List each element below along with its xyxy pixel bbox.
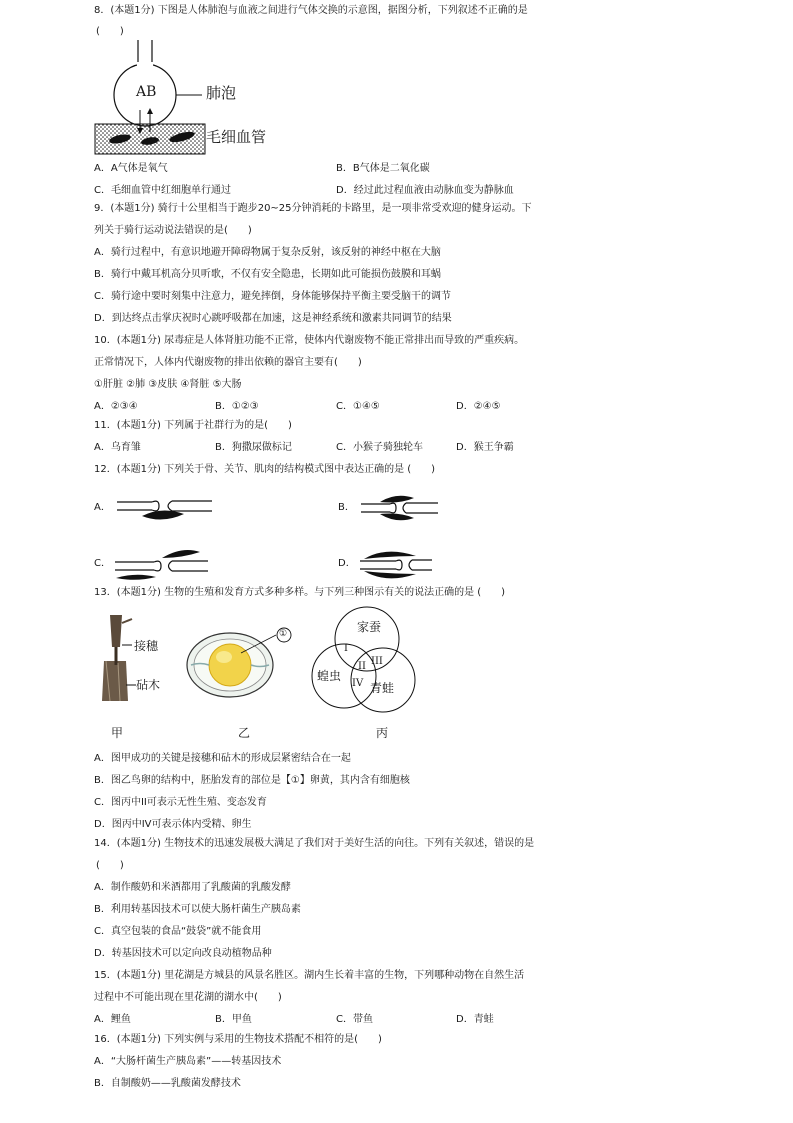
- q10-stem-line2: 正常情况下，人体内代谢废物的排出依赖的器官主要有( ): [94, 357, 362, 368]
- q10-option-c: C．①④⑤: [336, 401, 380, 412]
- q15-option-a: A．鲤鱼: [94, 1014, 131, 1025]
- q14-option-c: C．真空包装的食品“鼓袋”就不能食用: [94, 926, 262, 937]
- q14-option-d: D．转基因技术可以定向改良动植物品种: [94, 948, 272, 959]
- q13-option-d: D．图丙中IV可表示体内受精、卵生: [94, 819, 252, 830]
- q11-option-d: D．猴王争霸: [456, 442, 514, 453]
- q13-region-3: III: [371, 656, 383, 667]
- q14-option-a: A．制作酸奶和米酒都用了乳酸菌的乳酸发酵: [94, 882, 291, 893]
- q10-stem-line1: 10．(本题1分) 尿毒症是人体肾脏功能不正常，使体内代谢废物不能正常排出而导致的严重疾病。: [94, 335, 525, 346]
- q13-stem: 13．(本题1分) 生物的生殖和发育方式多种多样。与下列三种图示有关的说法正确的是 ( ): [94, 587, 506, 598]
- q15-stem-line2: 过程中不可能出现在里花湖的湖水中( ): [94, 992, 282, 1003]
- q15-option-c: C．带鱼: [336, 1014, 373, 1025]
- q14-paren: ( ): [96, 860, 124, 871]
- q14-stem: 14．(本题1分) 生物技术的迅速发展极大满足了我们对于美好生活的向往。下列有关叙述，错误的是: [94, 838, 535, 849]
- q13-frog-label: 青蛙: [370, 681, 395, 695]
- q13-region-4: IV: [352, 678, 364, 689]
- q12-option-a-diagram: [112, 490, 222, 524]
- q8-option-b: B．B气体是二氧化碳: [336, 163, 430, 174]
- q13-marker-1: ①: [279, 629, 288, 639]
- q12-option-d: D．: [338, 558, 356, 569]
- q13-silkworm-label: 家蚕: [357, 620, 382, 634]
- q12-option-a: A．: [94, 502, 111, 513]
- q8-option-a: A．A气体是氧气: [94, 163, 168, 174]
- q12-option-c: C．: [94, 558, 111, 569]
- q9-stem-line1: 9．(本题1分) 骑行十公里相当于跑步20~25分钟消耗的卡路里，是一项非常受欢迎的健身运动。下: [94, 203, 532, 214]
- q10-items: ①肝脏 ②肺 ③皮肤 ④肾脏 ⑤大肠: [94, 379, 242, 390]
- q11-option-c: C．小猴子骑独轮车: [336, 442, 423, 453]
- q13-locust-label: 蝗虫: [317, 669, 342, 683]
- q13-stock-label: 砧木: [136, 678, 161, 692]
- q9-option-c: C．骑行途中要时刻集中注意力，避免摔倒，身体能够保持平衡主要受脑干的调节: [94, 291, 451, 302]
- q15-option-b: B．甲鱼: [215, 1014, 252, 1025]
- q16-stem: 16．(本题1分) 下列实例与采用的生物技术搭配不相符的是( ): [94, 1034, 382, 1045]
- q8-stem: 8．(本题1分) 下图是人体肺泡与血液之间进行气体交换的示意图，据图分析，下列叙述不正确的是: [94, 5, 528, 16]
- q13-option-a: A．图甲成功的关键是接穗和砧木的形成层紧密结合在一起: [94, 753, 351, 764]
- q11-option-a: A．乌育雏: [94, 442, 141, 453]
- q12-option-b: B．: [338, 502, 355, 513]
- q10-option-b: B．①②③: [215, 401, 259, 412]
- egg-diagram: [187, 628, 291, 697]
- grafting-diagram: [102, 615, 136, 701]
- q14-option-b: B．利用转基因技术可以使大肠杆菌生产胰岛素: [94, 904, 301, 915]
- q13-caption-bing: 丙: [376, 726, 389, 740]
- q8-option-d: D．经过此过程血液由动脉血变为静脉血: [336, 185, 514, 196]
- q13-scion-label: 接穗: [134, 639, 159, 653]
- q8-option-c: C．毛细血管中红细胞单行通过: [94, 185, 231, 196]
- q15-stem-line1: 15．(本题1分) 里花湖是方城县的风景名胜区。湖内生长着丰富的生物，下列哪种动物在自然生活: [94, 970, 525, 981]
- q8-paren: ( ): [96, 26, 124, 37]
- q12-stem: 12．(本题1分) 下列关于骨、关节、肌肉的结构模式图中表达正确的是 ( ): [94, 464, 436, 475]
- q10-option-d: D．②④⑤: [456, 401, 501, 412]
- q13-option-c: C．图丙中II可表示无性生殖、变态发育: [94, 797, 267, 808]
- q9-option-b: B．骑行中戴耳机高分贝听歌，不仅有安全隐患，长期如此可能损伤鼓膜和耳蜗: [94, 269, 441, 280]
- q12-option-d-diagram: [356, 544, 436, 582]
- q10-option-a: A．②③④: [94, 401, 138, 412]
- q8-alveolus-label: 肺泡: [206, 84, 237, 102]
- q8-capillary-label: 毛细血管: [206, 128, 267, 146]
- q8-ab-label: AB: [136, 84, 157, 100]
- q12-option-b-diagram: [356, 490, 446, 524]
- q13-caption-jia: 甲: [111, 726, 124, 740]
- q13-region-1: I: [344, 643, 348, 654]
- q13-caption-yi: 乙: [238, 726, 251, 740]
- q9-option-a: A．骑行过程中，有意识地避开障碍物属于复杂反射，该反射的神经中枢在大脑: [94, 247, 441, 258]
- q11-stem: 11．(本题1分) 下列属于社群行为的是( ): [94, 420, 292, 431]
- q13-region-2: II: [358, 661, 366, 672]
- q13-option-b: B．图乙鸟卵的结构中，胚胎发育的部位是【①】卵黄，其内含有细胞核: [94, 775, 410, 786]
- q15-option-d: D．青蛙: [456, 1014, 494, 1025]
- q9-option-d: D．到达终点击掌庆祝时心跳呼吸都在加速，这是神经系统和激素共同调节的结果: [94, 313, 452, 324]
- q12-option-c-diagram: [112, 544, 212, 582]
- q11-option-b: B．狗撒尿做标记: [215, 442, 292, 453]
- q16-option-a: A．“大肠杆菌生产胰岛素”——转基因技术: [94, 1056, 282, 1067]
- q9-stem-line2: 列关于骑行运动说法错误的是( ): [94, 225, 252, 236]
- q16-option-b: B．自制酸奶——乳酸菌发酵技术: [94, 1078, 241, 1089]
